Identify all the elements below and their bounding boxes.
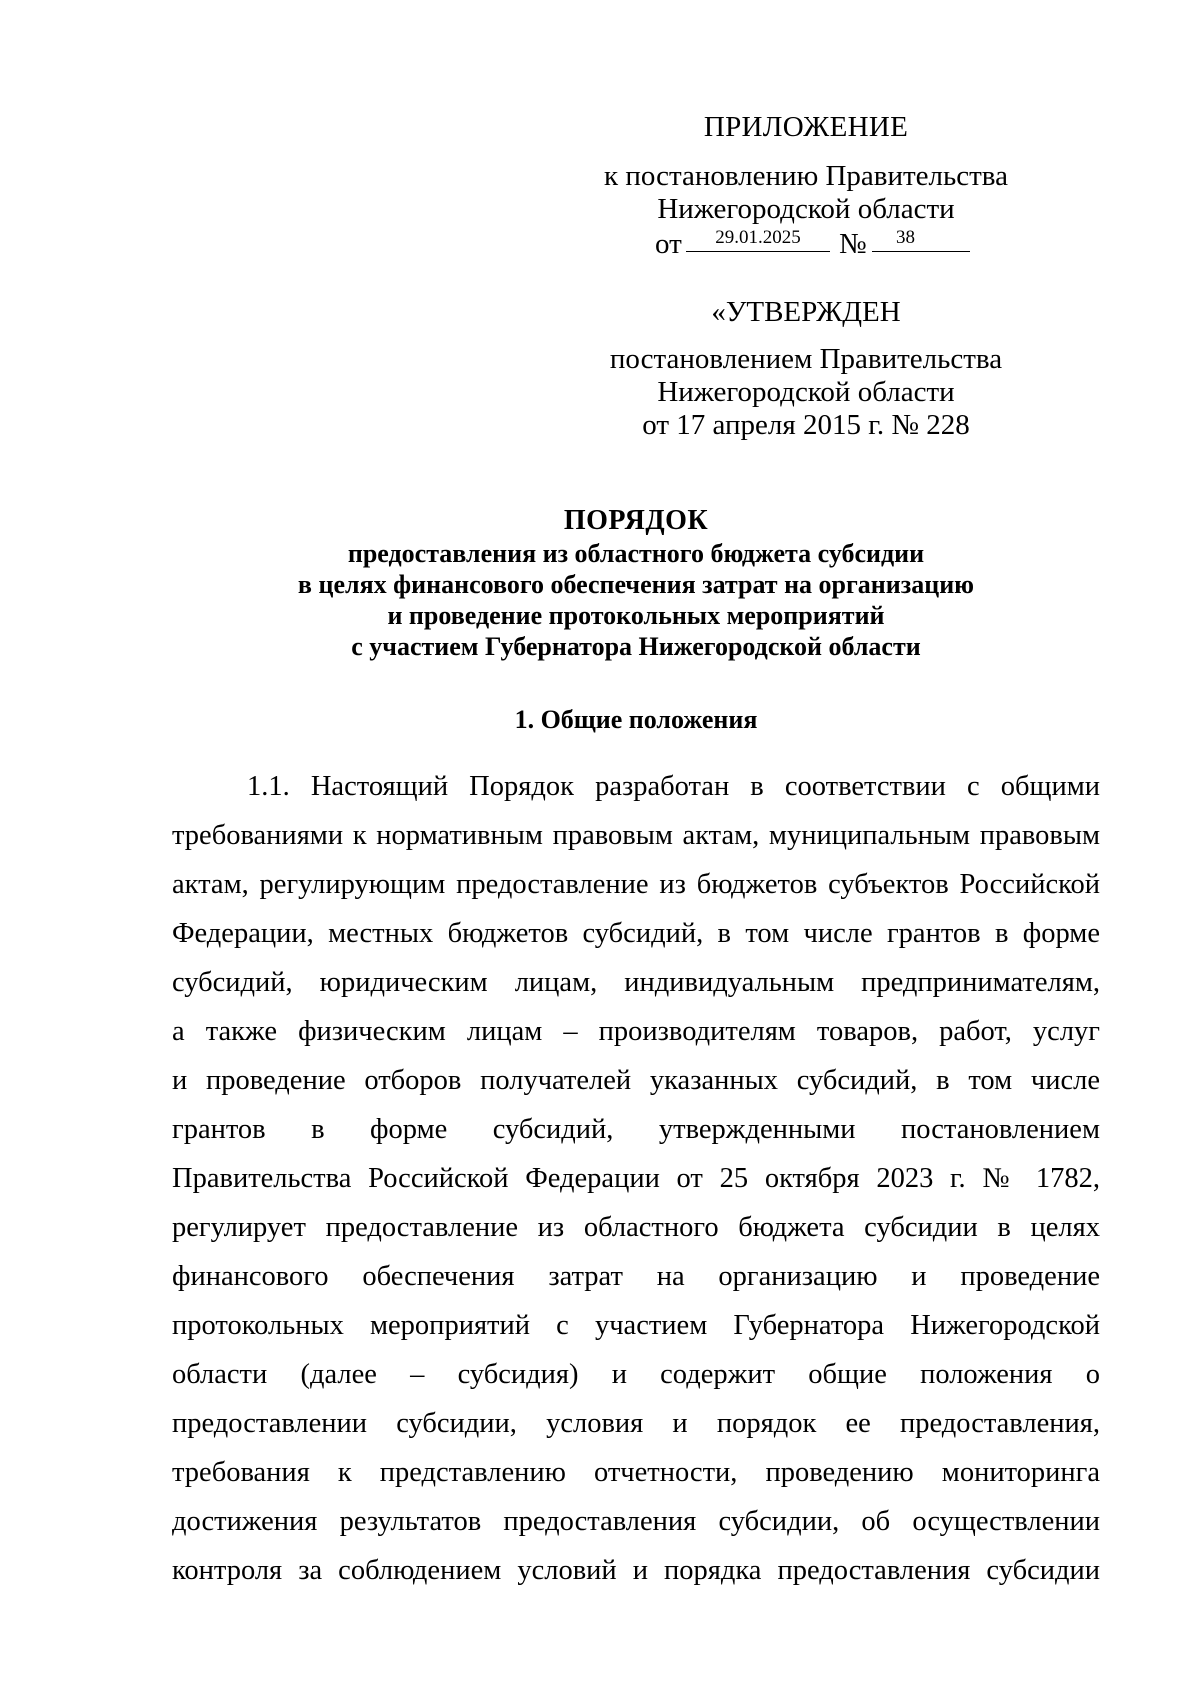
resolution-number: 38 [872, 225, 970, 252]
date-prefix: от [655, 228, 682, 260]
paragraph-line: финансового обеспечения затрат на организацию и проведение [172, 1261, 1100, 1292]
paragraph-line: а также физическим лицам – производителям товаров, работ, услуг [172, 1016, 1100, 1047]
paragraph-line: требования к представлению отчетности, проведению мониторинга [172, 1457, 1100, 1488]
paragraph-line: грантов в форме субсидий, утвержденными постановлением [172, 1114, 1100, 1145]
document-title-line: в целях финансового обеспечения затрат на организацию [297, 570, 975, 599]
document-title-line: предоставления из областного бюджета субсидии [347, 539, 925, 568]
approved-line-1: постановлением Правительства [609, 343, 1003, 375]
approved-line-3: от 17 апреля 2015 г. № 228 [642, 409, 970, 441]
resolution-date: 29.01.2025 [686, 225, 830, 252]
paragraph-line: регулирует предоставление из областного бюджета субсидии в целях [172, 1212, 1100, 1243]
appendix-line-2: Нижегородской области [657, 193, 955, 225]
paragraph-line: области (далее – субсидия) и содержит общие положения о [172, 1359, 1100, 1390]
approved-block [602, 296, 1010, 442]
paragraph-1-1 [172, 762, 1100, 1595]
appendix-block [602, 111, 1010, 262]
paragraph-line: контроля за соблюдением условий и порядка предоставления субсидии [172, 1555, 1100, 1586]
appendix-title: ПРИЛОЖЕНИЕ [703, 111, 909, 143]
document-title-main: ПОРЯДОК [563, 505, 709, 536]
section-heading: 1. Общие положения [514, 705, 758, 734]
paragraph-line: Правительства Российской Федерации от 25 октября 2023 г. № 1782, [172, 1163, 1100, 1194]
document-title [170, 505, 1102, 662]
paragraph-line: требованиями к нормативным правовым актам, муниципальным правовым [172, 820, 1100, 851]
paragraph-line: достижения результатов предоставления субсидии, об осуществлении [172, 1506, 1100, 1537]
approved-title: «УТВЕРЖДЕН [711, 296, 901, 328]
appendix-line-1: к постановлению Правительства [604, 160, 1008, 192]
paragraph-line: 1.1. Настоящий Порядок разработан в соответствии с общими [247, 771, 1100, 802]
paragraph-line: субсидий, юридическим лицам, индивидуальным предпринимателям, [172, 967, 1100, 998]
paragraph-line: предоставлении субсидии, условия и порядок ее предоставления, [172, 1408, 1100, 1439]
number-prefix: № [839, 228, 867, 260]
paragraph-line: Федерации, местных бюджетов субсидий, в том числе грантов в форме [172, 918, 1100, 949]
paragraph-line: протокольных мероприятий с участием Губернатора Нижегородской [172, 1310, 1100, 1341]
appendix-date-line [602, 226, 1010, 262]
document-title-line: с участием Губернатора Нижегородской области [351, 632, 921, 661]
paragraph-line: и проведение отборов получателей указанных субсидий, в том числе [172, 1065, 1100, 1096]
approved-line-2: Нижегородской области [657, 376, 955, 408]
paragraph-line: актам, регулирующим предоставление из бюджетов субъектов Российской [172, 869, 1100, 900]
document-title-line: и проведение протокольных мероприятий [387, 601, 885, 630]
